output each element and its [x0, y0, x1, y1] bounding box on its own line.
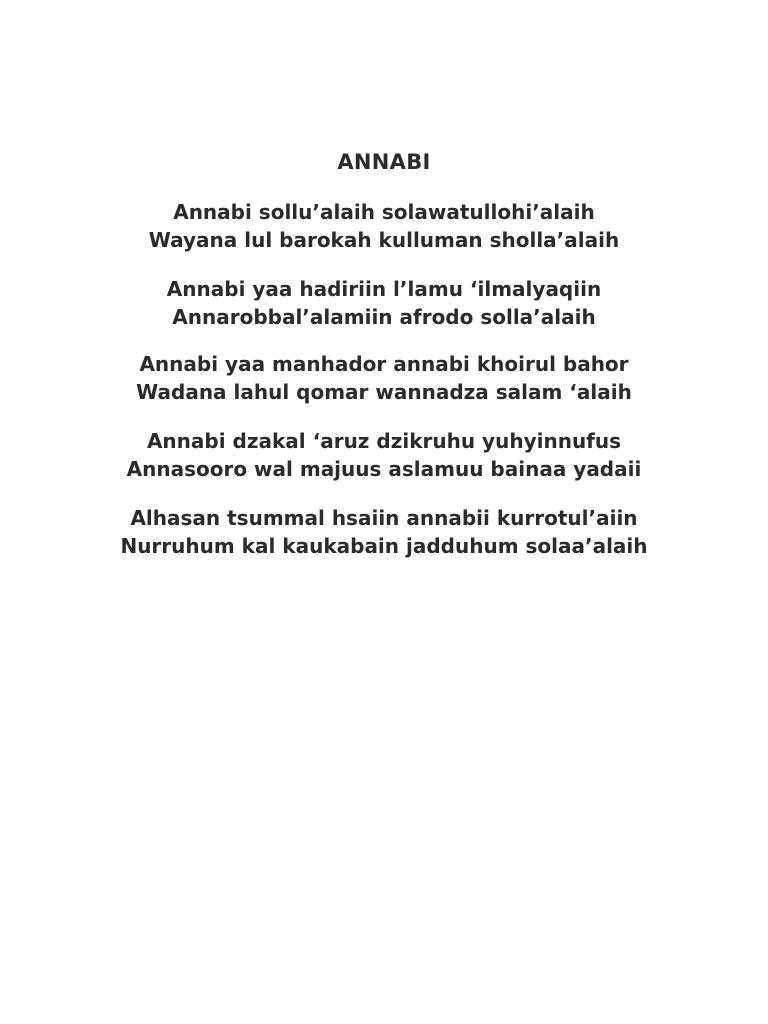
stanza-line: Annasooro wal majuus aslamuu bainaa yadaii — [126, 457, 642, 481]
stanza-line: Nurruhum kal kaukabain jadduhum solaa’alaih — [120, 534, 648, 558]
stanza-line: Alhasan tsummal hsaiin annabii kurrotul’aiin — [130, 506, 638, 530]
stanza-line: Wayana lul barokah kulluman sholla’alaih — [148, 228, 620, 252]
stanza-line: Annabi yaa manhador annabi khoirul bahor — [139, 352, 629, 376]
stanza-line: Annabi yaa hadiriin l’lamu ‘ilmalyaqiin — [166, 277, 602, 301]
stanza-line: Annabi sollu’alaih solawatullohi’alaih — [173, 200, 595, 224]
stanza-line: Wadana lahul qomar wannadza salam ‘alaih — [136, 380, 632, 404]
stanza-line: Annabi dzakal ‘aruz dzikruhu yuhyinnufus — [146, 429, 622, 453]
stanza-1 — [0, 198, 768, 254]
stanza-4 — [0, 427, 768, 483]
stanza-line: Annarobbal’alamiin afrodo solla’alaih — [172, 305, 596, 329]
stanza-3 — [0, 350, 768, 406]
stanza-5 — [0, 504, 768, 560]
song-title: ANNABI — [337, 150, 431, 174]
stanza-2 — [0, 275, 768, 331]
